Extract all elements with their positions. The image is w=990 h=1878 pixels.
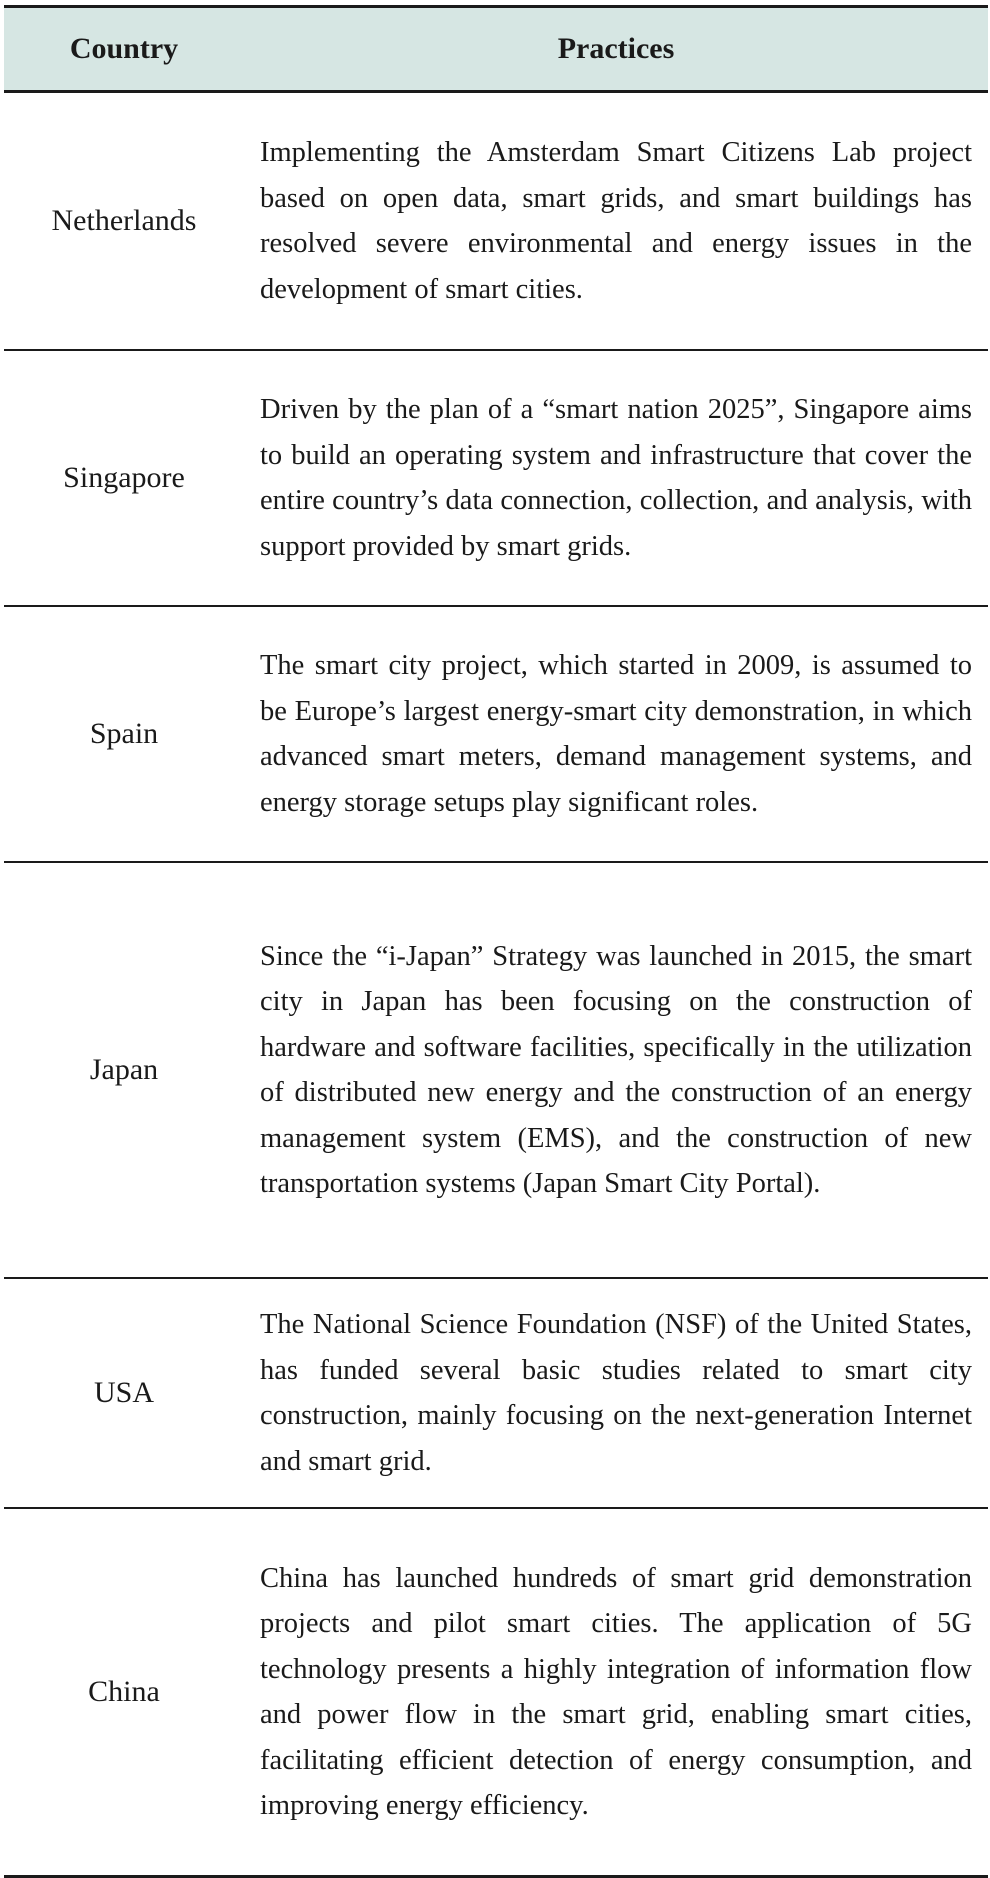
table-row	[4, 1278, 988, 1508]
practice-text: Implementing the Amsterdam Smart Citizens Lab project based on open data, smart grids, and smart buildings has resolved severe environmental and energy issues in the development of smart cities.	[260, 137, 972, 305]
practice-text: China has launched hundreds of smart grid demonstration projects and pilot smart cities. The application of 5G technology presents a highly integration of information flow and power flow in the smart grid, enabling smart cities, facilitating efficient detection of energy consumption, and improving energy efficiency.	[260, 1562, 972, 1821]
practice-text: The National Science Foundation (NSF) of the United States, has funded several basic studies related to smart city construction, mainly focusing on the next-generation Internet and smart grid.	[260, 1309, 972, 1477]
practice-cell	[244, 862, 988, 1278]
practice-text: Since the “i-Japan” Strategy was launched in 2015, the smart city in Japan has been focusing on the construction of hardware and software facilities, specifically in the utilization of distributed new energy and the construction of an energy management system (EMS), and the construction of new transportation systems (Japan Smart City Portal).	[260, 940, 972, 1199]
practice-text: Driven by the plan of a “smart nation 2025”, Singapore aims to build an operating system and infrastructure that cover the entire country’s data connection, collection, and analysis, with support provided by smart grids.	[260, 394, 972, 562]
practice-cell	[244, 350, 988, 606]
country-cell: Singapore	[4, 350, 244, 606]
header-country: Country	[4, 7, 244, 92]
country-cell: Japan	[4, 862, 244, 1278]
header-row	[4, 7, 988, 92]
practice-cell	[244, 606, 988, 862]
practice-cell	[244, 1508, 988, 1877]
table-body	[4, 92, 988, 1877]
practices-table-container	[4, 5, 988, 1878]
country-cell: China	[4, 1508, 244, 1877]
country-cell: Spain	[4, 606, 244, 862]
header-practices: Practices	[244, 7, 988, 92]
table-row	[4, 862, 988, 1278]
smart-city-practices-table	[4, 5, 988, 1878]
practice-cell	[244, 1278, 988, 1508]
table-row	[4, 606, 988, 862]
practice-cell	[244, 92, 988, 351]
table-header	[4, 7, 988, 92]
practice-text: The smart city project, which started in 2009, is assumed to be Europe’s largest energy-smart city demonstration, in which advanced smart meters, demand management systems, and energy storage setups play significant roles.	[260, 650, 972, 818]
country-cell: Netherlands	[4, 92, 244, 351]
table-row	[4, 350, 988, 606]
table-row	[4, 92, 988, 351]
country-cell: USA	[4, 1278, 244, 1508]
table-row	[4, 1508, 988, 1877]
